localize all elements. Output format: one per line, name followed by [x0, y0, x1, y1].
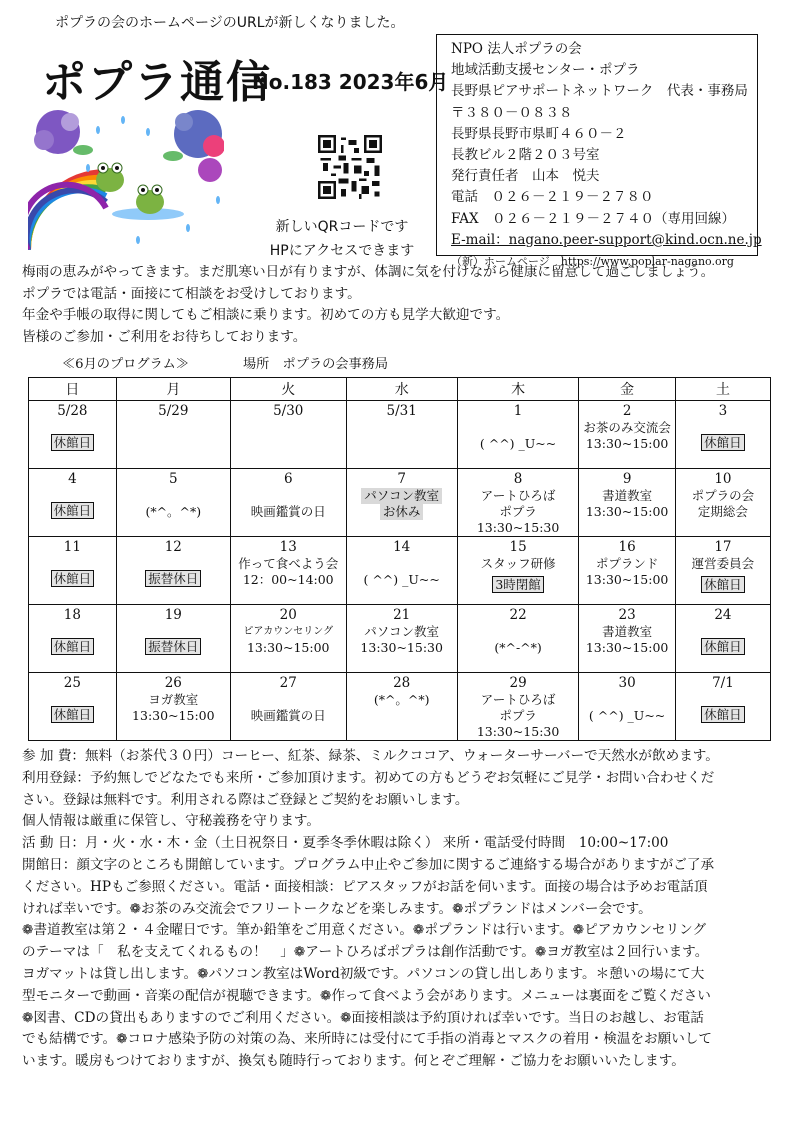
- calendar-day-cell: [346, 469, 457, 537]
- closed-day-label: 振替休日: [145, 638, 201, 655]
- calendar-event-text: 書道教室: [602, 624, 653, 639]
- closed-day-label: 休館日: [701, 706, 745, 723]
- intro-line: ポプラでは電話・面接にて相談をお受けしております。: [22, 285, 361, 302]
- calendar-date: 14: [393, 539, 411, 555]
- calendar-day-cell: [29, 605, 117, 673]
- closed-day-label: 休館日: [51, 502, 95, 519]
- calendar-date: 28: [393, 675, 411, 691]
- org-name: NPO 法人ポプラの会: [451, 41, 582, 57]
- calendar-day-cell: [457, 673, 579, 741]
- calendar-event-text: ポプラの会: [691, 488, 755, 503]
- calendar-event-text: [231, 488, 346, 504]
- intro-line: 皆様のご参加・ご利用をお待ちしております。: [22, 328, 307, 345]
- info-paragraph-line: ください。HPもご参照ください。電話・面接相談：ピアスタッフがお話を伺います。面接の場合は予めお電話頂: [22, 878, 708, 895]
- org-fax: FAX ０２６－２１９－２７４０（専用回線）: [451, 210, 736, 227]
- calendar-event-text: 13:30~15:00: [585, 640, 669, 655]
- closed-day-label: 休館日: [51, 706, 95, 723]
- newsletter-title: ポプラ通信: [42, 57, 272, 108]
- calendar-date: 10: [714, 471, 732, 487]
- calendar-day-cell: [675, 469, 770, 537]
- info-paragraph-line: ヨガマットは貸し出します。❁パソコン教室はWord初級です。パソコンの貸し出しあります。＊憩いの場にて大: [22, 965, 705, 982]
- calendar-event-text: 13:30~15:30: [476, 520, 560, 535]
- calendar-day-cell: [579, 537, 676, 605]
- calendar-event-text: [117, 488, 230, 504]
- calendar-day-cell: [230, 605, 346, 673]
- qr-caption-line: 新しいQRコードです: [275, 219, 409, 235]
- calendar-event-text: 13:30~15:00: [132, 708, 215, 723]
- org-network: 長野県ピアサポートネットワーク 代表・事務局: [451, 83, 748, 100]
- calendar-event-text: ピアカウンセリング: [243, 626, 334, 637]
- calendar-date: 9: [622, 471, 632, 487]
- calendar-header-row: [29, 378, 771, 401]
- calendar-date: 3: [718, 403, 728, 419]
- url-notice: ポプラの会のホームページのURLが新しくなりました。: [55, 15, 405, 31]
- registration-line: さい。登録は無料です。利用される際はご登録とご契約をお願いします。: [22, 791, 469, 808]
- calendar-day-cell: [579, 605, 676, 673]
- calendar-day-cell: [230, 401, 346, 469]
- closed-day-label: 休館日: [701, 638, 745, 655]
- calendar-day-cell: [116, 673, 230, 741]
- calendar-date: 5: [169, 471, 178, 487]
- calendar-event-text: ( ^^) _U~~: [363, 572, 440, 587]
- calendar-week-row: [29, 401, 771, 469]
- highlighted-text: お休み: [380, 504, 424, 520]
- day-header: 土: [675, 378, 770, 401]
- calendar-day-cell: [116, 401, 230, 469]
- org-building: 長教ビル２階２０３号室: [451, 147, 600, 164]
- calendar-date: 13: [279, 539, 297, 555]
- calendar-day-cell: [230, 469, 346, 537]
- info-paragraph-line: います。暖房もつけておりますが、換気も随時行っております。何とぞご理解・ご協力をお願いいたします。: [22, 1053, 685, 1070]
- calendar-date: 12: [164, 539, 182, 555]
- calendar-event-text: ポプラ: [499, 504, 537, 519]
- calendar-day-cell: [579, 673, 676, 741]
- calendar-day-cell: [230, 673, 346, 741]
- closed-day-label: 休館日: [51, 434, 95, 451]
- intro-line: 梅雨の恵みがやってきます。まだ肌寒い日が有りますが、体調に気を付けながら健康に留意して過ごしましょう。: [22, 264, 715, 280]
- calendar-event-text: (*^。^*): [373, 692, 430, 707]
- org-email-link[interactable]: E-mail：nagano.peer-support@kind.ocn.ne.jp: [451, 231, 762, 248]
- calendar-day-cell: [29, 401, 117, 469]
- calendar-day-cell: [346, 673, 457, 741]
- intro-line: 年金や手帳の取得に関してもご相談に乗ります。初めての方も見学大歓迎です。: [22, 307, 510, 324]
- calendar-date: 11: [63, 539, 81, 555]
- privacy-line: 個人情報は厳重に保管し、守秘義務を守ります。: [22, 813, 320, 830]
- calendar-date: 29: [509, 675, 527, 691]
- calendar-date: 23: [618, 607, 636, 623]
- calendar-day-cell: [346, 537, 457, 605]
- calendar-day-cell: [230, 537, 346, 605]
- program-title: ≪6月のプログラム≫: [62, 357, 189, 372]
- calendar-event-text: アートひろば: [480, 692, 556, 707]
- org-homepage-link[interactable]: （新）ホームページ https://www.poplar-nagano.org: [451, 255, 734, 269]
- calendar-date: 22: [509, 607, 527, 623]
- calendar-event-text: 作って食べよう会: [238, 556, 339, 571]
- info-section: [22, 746, 786, 1073]
- calendar-day-cell: [675, 605, 770, 673]
- calendar-event-text: 13:30~15:00: [585, 436, 669, 451]
- calendar-event-text: [347, 556, 457, 572]
- calendar-week-row: [29, 673, 771, 741]
- qr-caption: [262, 215, 422, 263]
- closed-day-label: 休館日: [701, 576, 745, 593]
- fee-line: 参 加 費：無料（お茶代３０円）コーヒー、紅茶、緑茶、ミルクココア、ウォーターサーバーで天然水が飲めます。: [22, 748, 719, 764]
- calendar-day-cell: [29, 537, 117, 605]
- rainbow-icon: [28, 172, 106, 250]
- calendar-day-cell: [29, 469, 117, 537]
- calendar-event-text: [347, 488, 457, 504]
- calendar-event-text: スタッフ研修: [480, 556, 556, 571]
- calendar-day-cell: [457, 537, 579, 605]
- calendar-event-text: 13:30~15:30: [360, 640, 443, 655]
- calendar-date: 25: [63, 675, 81, 691]
- calendar-date: 24: [714, 607, 732, 623]
- calendar-date: 17: [714, 539, 732, 555]
- calendar-day-cell: [116, 605, 230, 673]
- info-paragraph-line: ❁書道教室は第２・４金曜日です。筆か鉛筆をご用意ください。❁ポプランドは行います。❁ピアカウンセリング: [22, 922, 707, 939]
- closed-day-label: 3時閉館: [492, 576, 543, 593]
- calendar-event-text: ポプランド: [595, 556, 659, 571]
- calendar-event-text: 書道教室: [602, 488, 653, 503]
- calendar-day-cell: [29, 673, 117, 741]
- calendar-event-text: 13:30~15:00: [246, 640, 330, 655]
- closed-day-label: 休館日: [51, 570, 95, 587]
- calendar-day-cell: [457, 401, 579, 469]
- calendar-event-text: ポプラ: [499, 708, 537, 723]
- day-header: 火: [230, 378, 346, 401]
- day-header: 日: [29, 378, 117, 401]
- info-paragraph-line: のテーマは「 私を支えてくれるもの！ 」❁アートひろばポプラは創作活動です。❁ヨガ教室は２回行います。: [22, 944, 709, 961]
- calendar-event-text: 定期総会: [697, 504, 748, 519]
- org-publisher: 発行責任者 山本 悦夫: [451, 168, 600, 185]
- calendar-event-text: 13:30~15:30: [476, 724, 560, 739]
- day-header: 月: [116, 378, 230, 401]
- closed-day-label: 休館日: [701, 434, 745, 451]
- qr-caption-line: HPにアクセスできます: [269, 243, 415, 259]
- intro-text: [22, 262, 782, 348]
- program-place: 場所 ポプラの会事務局: [242, 357, 389, 372]
- program-heading: [22, 353, 782, 372]
- calendar-event-text: (*^。^*): [145, 504, 202, 519]
- calendar-event-text: 運営委員会: [691, 556, 755, 571]
- calendar-date: 5/29: [158, 403, 189, 419]
- registration-line: 利用登録：予約無しでどなたでも来所・ご参加頂けます。初めての方もどうぞお気軽にご見学・お問い合わせくだ: [22, 769, 715, 786]
- calendar-day-cell: [346, 605, 457, 673]
- calendar-date: 16: [618, 539, 636, 555]
- calendar-day-cell: [457, 469, 579, 537]
- calendar-event-text: ヨガ教室: [148, 692, 199, 707]
- hydrangea-icon: [34, 110, 224, 182]
- calendar-date: 26: [164, 675, 182, 691]
- day-header: 水: [346, 378, 457, 401]
- info-paragraph-line: ❁図書、CDの貸出もありますのでご利用ください。❁面接相談は予約頂ければ幸いです。当日のお越し、お電話: [22, 1009, 704, 1026]
- calendar-event-text: 映画鑑賞の日: [250, 708, 326, 723]
- calendar-date: 8: [513, 471, 523, 487]
- calendar-event-text: [458, 420, 579, 436]
- calendar-date: 15: [509, 539, 527, 555]
- calendar-event-text: 映画鑑賞の日: [250, 504, 326, 519]
- calendar-event-text: 13:30~15:00: [585, 504, 669, 519]
- calendar-date: 27: [279, 675, 297, 691]
- info-paragraph-line: 開館日：顔文字のところも開館しています。プログラム中止やご参加に関するご連絡する場合がありますがご了承: [22, 856, 715, 873]
- calendar-day-cell: [116, 469, 230, 537]
- calendar-event-text: [458, 624, 579, 640]
- calendar-date: 21: [393, 607, 411, 623]
- calendar-date: 30: [618, 675, 636, 691]
- calendar-day-cell: [675, 401, 770, 469]
- calendar-date: 1: [513, 403, 523, 419]
- calendar-date: 2: [622, 403, 632, 419]
- calendar-week-row: [29, 469, 771, 537]
- calendar-event-text: お茶のみ交流会: [583, 420, 671, 435]
- calendar-day-cell: [675, 673, 770, 741]
- calendar-day-cell: [675, 537, 770, 605]
- calendar-event-text: ( ^^) _U~~: [588, 708, 666, 723]
- calendar-week-row: [29, 537, 771, 605]
- org-address: 長野県長野市県町４６０－２: [451, 125, 627, 142]
- calendar-week-row: [29, 605, 771, 673]
- closed-day-label: 振替休日: [145, 570, 201, 587]
- calendar-event-text: [231, 692, 346, 708]
- calendar-date: 6: [283, 471, 293, 487]
- calendar-event-text: (*^-^*): [494, 640, 542, 655]
- info-paragraph-line: ければ幸いです。❁お茶のみ交流会でフリートークなどを楽しみます。❁ポプランドはメンバー会です。: [22, 900, 652, 917]
- issue-number: No.183 2023年6月: [252, 70, 449, 94]
- calendar-day-cell: [457, 605, 579, 673]
- calendar-event-text: [347, 504, 457, 520]
- calendar-date: 7: [397, 471, 406, 487]
- qr-code-icon[interactable]: [318, 135, 382, 199]
- closed-day-label: 休館日: [51, 638, 95, 655]
- calendar-date: 5/31: [386, 403, 417, 419]
- calendar-date: 18: [63, 607, 81, 623]
- calendar-date: 19: [164, 607, 182, 623]
- day-header: 木: [457, 378, 579, 401]
- calendar-event-text: 13:30~15:00: [585, 572, 669, 587]
- activity-days-line: 活 動 日：月・火・水・木・金（土日祝祭日・夏季冬季休暇は除く） 来所・電話受付時間 10:00~17:00: [22, 835, 669, 852]
- calendar-day-cell: [579, 469, 676, 537]
- org-postal-code: 〒３８０－０８３８: [451, 104, 573, 121]
- calendar-date: 5/30: [273, 403, 304, 419]
- calendar-event-text: ( ^^) _U~~: [479, 436, 557, 451]
- day-header: 金: [579, 378, 676, 401]
- june-calendar: [28, 377, 771, 741]
- calendar-date: 20: [279, 607, 297, 623]
- calendar-event-text: [579, 692, 675, 708]
- calendar-date: 5/28: [57, 403, 88, 419]
- calendar-date: 4: [68, 471, 77, 487]
- calendar-event-text: 12：00~14:00: [242, 572, 334, 587]
- info-paragraph-line: でも結構です。❁コロナ感染予防の対策の為、来所時には受付にて手指の消毒とマスクの着用・検温をお願いして: [22, 1031, 712, 1048]
- frog-rainbow-illustration: [28, 110, 224, 250]
- highlighted-text: パソコン教室: [361, 488, 442, 504]
- org-phone: 電話 ０２６－２１９－２７８０: [451, 189, 654, 206]
- calendar-date: 7/1: [712, 675, 734, 691]
- info-paragraph-line: 型モニターで動画・音楽の配信が視聴できます。❁作って食べよう会があります。メニューは裏面をご覧ください: [22, 987, 711, 1004]
- calendar-event-text: アートひろば: [480, 488, 556, 503]
- calendar-event-text: パソコン教室: [364, 624, 440, 639]
- organization-info-box: [436, 34, 762, 269]
- calendar-day-cell: [346, 401, 457, 469]
- org-center: 地域活動支援センター・ポプラ: [451, 62, 640, 79]
- calendar-day-cell: [579, 401, 676, 469]
- calendar-day-cell: [116, 537, 230, 605]
